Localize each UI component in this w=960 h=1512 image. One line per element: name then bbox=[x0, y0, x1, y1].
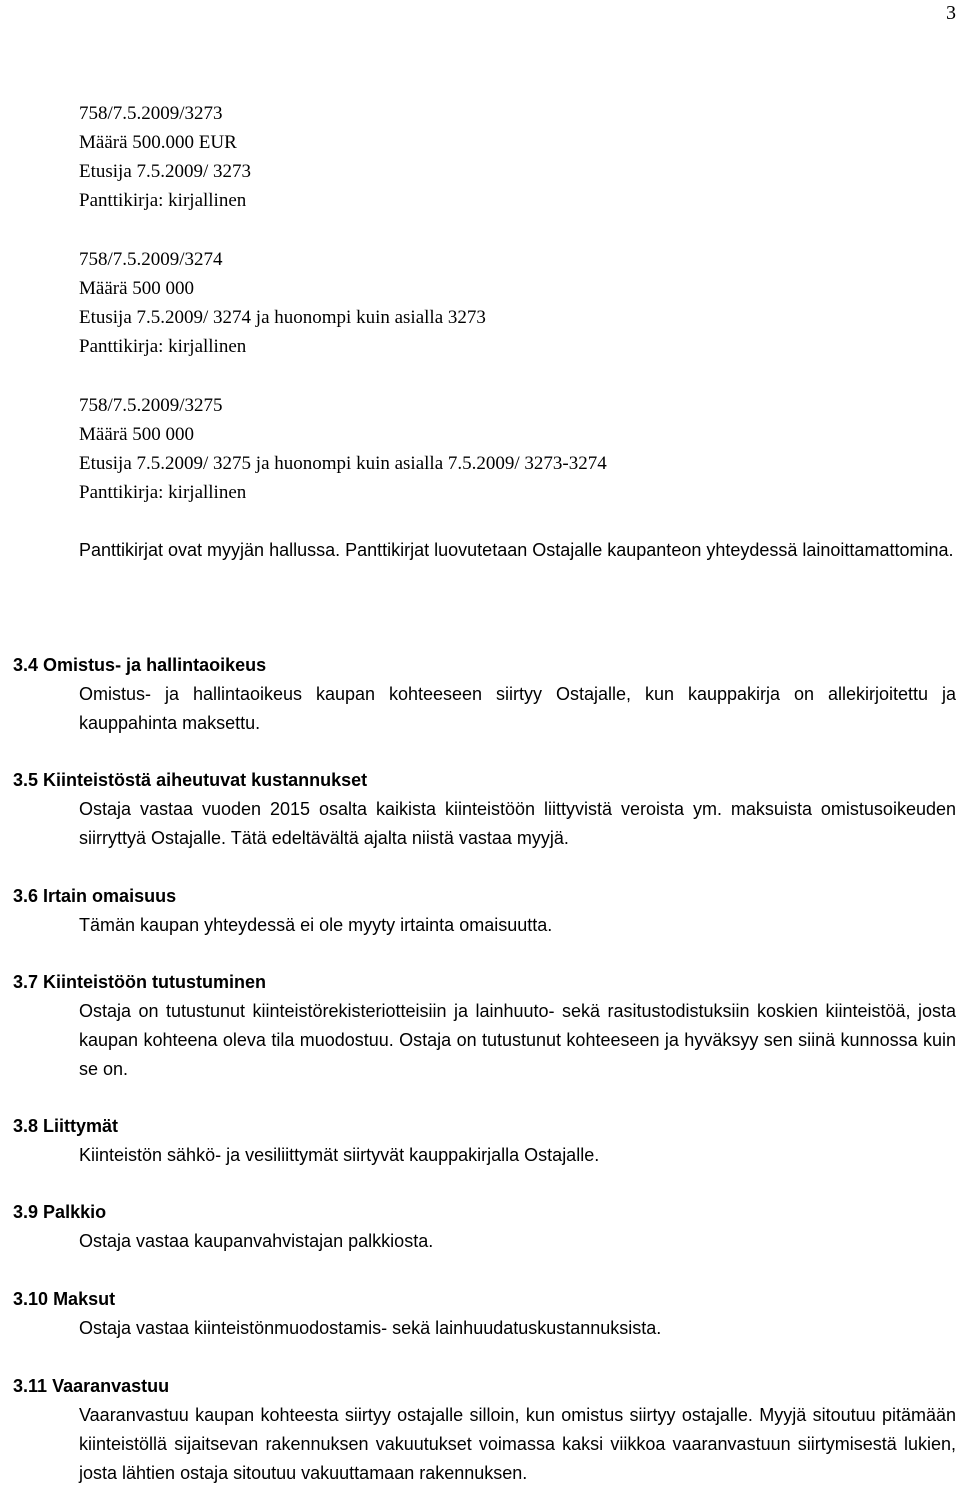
section-heading bbox=[0, 1198, 956, 1227]
section-text: Ostaja vastaa kiinteistönmuodostamis- sekä lainhuudatuskustannuksista. bbox=[79, 1318, 662, 1338]
section-text: Ostaja on tutustunut kiinteistörekisteriotteisiin ja lainhuuto- sekä rasitustodistuksiin koskien kiinteistöä, josta kaupan kohteena oleva tila muodostuu. Ostaja on tutustunut kohteeseen ja hyväksyy sen siinä kunnossa kuin se on. bbox=[79, 1001, 956, 1079]
section-heading bbox=[0, 766, 956, 795]
pledge-amount: Määrä 500 000 bbox=[79, 278, 195, 299]
section-3-7 bbox=[0, 968, 956, 1084]
pledge-priority: Etusija 7.5.2009/ 3275 ja huonompi kuin asialla 7.5.2009/ 3273-3274 bbox=[79, 453, 607, 474]
pledge-priority: Etusija 7.5.2009/ 3273 bbox=[79, 161, 252, 182]
pledge-block-1 bbox=[79, 99, 251, 215]
pledge-type: Panttikirja: kirjallinen bbox=[79, 482, 247, 503]
section-number: 3.4 bbox=[13, 655, 39, 675]
pledge-amount: Määrä 500.000 EUR bbox=[79, 132, 237, 153]
section-text: Vaaranvastuu kaupan kohteesta siirtyy ostajalle silloin, kun omistus siirtyy ostajalle. Myyjä sitoutuu pitämään kiinteistöllä sijaitsevan rakennuksen vakuutukset voimassa kaksi viikkoa vaaranvastuun siirtymisestä lukien, josta lähtien ostaja sitoutuu vakuuttamaan rakennuksen. bbox=[79, 1405, 956, 1483]
section-text: Ostaja vastaa kaupanvahvistajan palkkiosta. bbox=[79, 1231, 434, 1251]
pledge-id: 758/7.5.2009/3274 bbox=[79, 249, 223, 270]
section-number: 3.6 bbox=[13, 886, 39, 906]
section-number: 3.11 bbox=[13, 1376, 48, 1396]
pledge-note: Panttikirjat ovat myyjän hallussa. Panttikirjat luovutetaan Ostajalle kaupanteon yhteydessä lainoittamattomina. bbox=[79, 540, 954, 560]
page-number: 3 bbox=[946, 2, 956, 24]
section-number: 3.10 bbox=[13, 1289, 49, 1309]
section-3-9 bbox=[0, 1198, 956, 1256]
section-text: Tämän kaupan yhteydessä ei ole myyty irtainta omaisuutta. bbox=[79, 915, 553, 935]
pledge-priority: Etusija 7.5.2009/ 3274 ja huonompi kuin asialla 3273 bbox=[79, 307, 486, 328]
section-title: Palkkio bbox=[43, 1202, 107, 1222]
pledge-type: Panttikirja: kirjallinen bbox=[79, 190, 247, 211]
section-number: 3.8 bbox=[13, 1116, 39, 1136]
section-text: Ostaja vastaa vuoden 2015 osalta kaikista kiinteistöön liittyvistä veroista ym. maksuista omistusoikeuden siirryttyä Ostajalle. Tätä edeltävältä ajalta niistä vastaa myyjä. bbox=[79, 799, 956, 848]
pledge-id: 758/7.5.2009/3273 bbox=[79, 103, 223, 124]
section-title: Vaaranvastuu bbox=[52, 1376, 170, 1396]
section-title: Irtain omaisuus bbox=[43, 886, 177, 906]
section-3-5 bbox=[0, 766, 956, 853]
pledge-amount: Määrä 500 000 bbox=[79, 424, 195, 445]
section-heading bbox=[0, 1285, 956, 1314]
section-heading bbox=[0, 1112, 956, 1141]
section-heading bbox=[0, 882, 956, 911]
section-heading bbox=[0, 651, 956, 680]
section-text: Kiinteistön sähkö- ja vesiliittymät siirtyvät kauppakirjalla Ostajalle. bbox=[79, 1145, 600, 1165]
section-3-10 bbox=[0, 1285, 956, 1343]
section-heading bbox=[0, 1372, 956, 1401]
section-title: Omistus- ja hallintaoikeus bbox=[43, 655, 267, 675]
pledge-block-3 bbox=[79, 391, 607, 507]
pledge-id: 758/7.5.2009/3275 bbox=[79, 395, 223, 416]
section-title: Liittymät bbox=[43, 1116, 119, 1136]
section-number: 3.7 bbox=[13, 972, 39, 992]
section-3-8 bbox=[0, 1112, 956, 1170]
section-number: 3.9 bbox=[13, 1202, 39, 1222]
pledge-type: Panttikirja: kirjallinen bbox=[79, 336, 247, 357]
section-3-6 bbox=[0, 882, 956, 940]
section-heading bbox=[0, 968, 956, 997]
pledge-block-2 bbox=[79, 245, 486, 361]
section-title: Kiinteistöstä aiheutuvat kustannukset bbox=[43, 770, 368, 790]
section-number: 3.5 bbox=[13, 770, 39, 790]
section-3-11 bbox=[0, 1372, 956, 1488]
section-title: Kiinteistöön tutustuminen bbox=[43, 972, 267, 992]
section-title: Maksut bbox=[53, 1289, 116, 1309]
section-3-4 bbox=[0, 651, 956, 738]
section-text: Omistus- ja hallintaoikeus kaupan kohteeseen siirtyy Ostajalle, kun kauppakirja on allekirjoitettu ja kauppahinta maksettu. bbox=[79, 684, 956, 733]
